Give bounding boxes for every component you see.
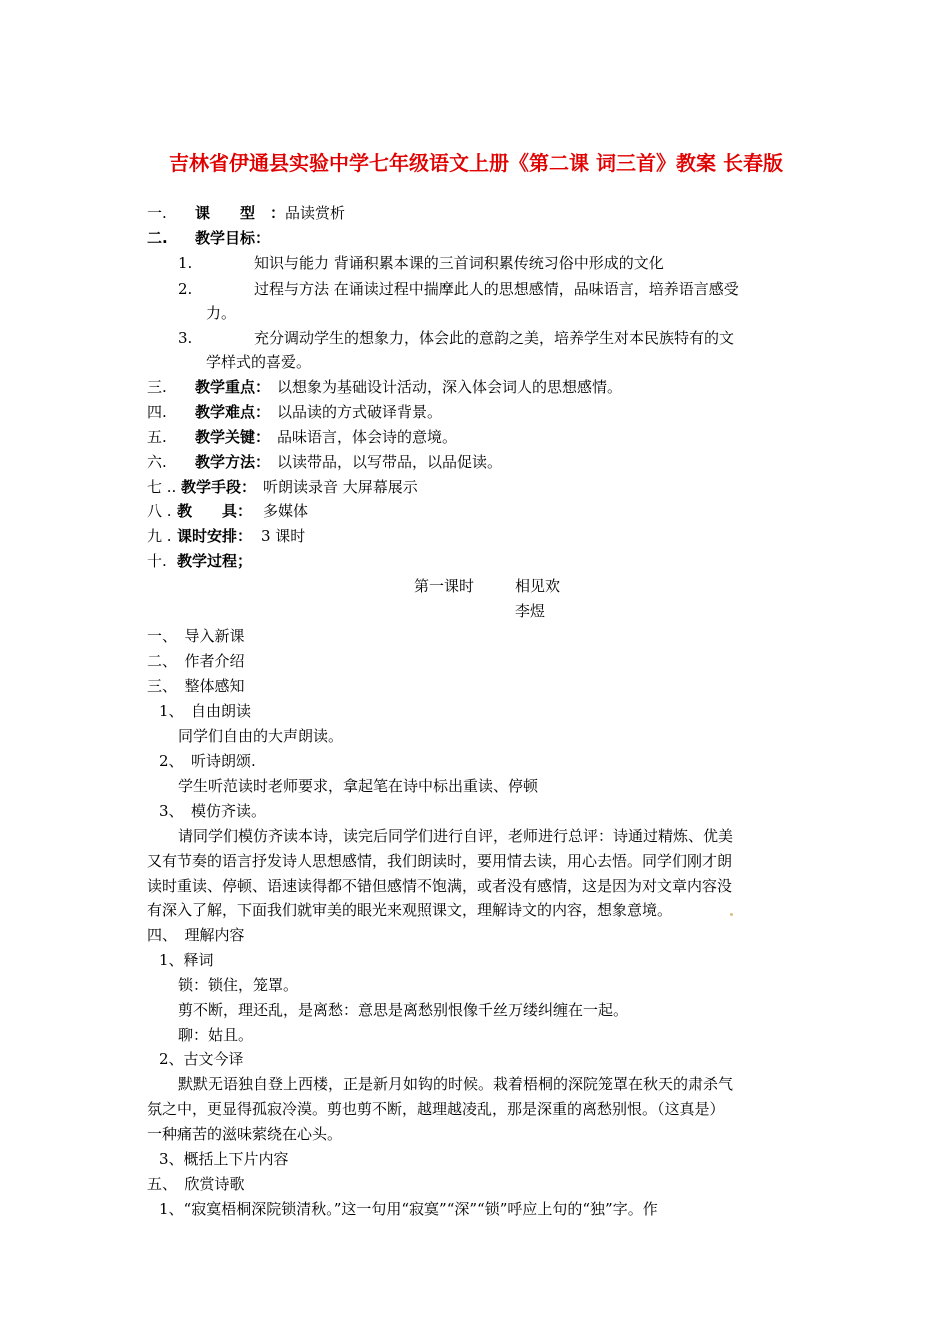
paragraph-text: 聊：姑且。 — [178, 1026, 254, 1044]
item-label: 教 具： — [177, 502, 253, 520]
paragraph-text: 剪不断，理还乱，是离愁：意思是离愁别恨像千丝万缕纠缠在一起。 — [178, 1001, 629, 1019]
goal-number: 3. — [178, 329, 193, 347]
lesson-period: 第一课时 — [414, 577, 475, 595]
item-schedule — [147, 526, 306, 546]
paragraph-line: 一种痛苦的滋味萦绕在心头。 — [147, 1125, 343, 1143]
item-label: 教学难点： — [195, 403, 271, 421]
subsection-listen: 2、 听诗朗颂. — [159, 752, 256, 770]
section-appreciation: 五、 欣赏诗歌 — [147, 1175, 245, 1193]
item-number: 二. — [147, 229, 168, 247]
stray-mark — [730, 913, 733, 916]
item-text: 3 课时 — [261, 527, 306, 545]
goal-text: 充分调动学生的想象力，体会此的意韵之美，培养学生对本民族特有的文 — [254, 329, 735, 347]
paragraph-line: 又有节奏的语言抒发诗人思想感情，我们朗读时，要用情去读，用心去悟。同学们刚才朗 — [147, 852, 733, 870]
item-number: 六. — [147, 453, 167, 471]
goal-text: 知识与能力 背诵积累本课的三首词积累传统习俗中形成的文化 — [254, 254, 664, 272]
item-number: 八 . — [147, 502, 172, 520]
section-perception: 三、 整体感知 — [147, 677, 245, 695]
item-goals — [147, 228, 271, 248]
subsection-free-reading: 1、 自由朗读 — [159, 702, 252, 720]
paragraph-text: 学生听范读时老师要求，拿起笔在诗中标出重读、停顿 — [178, 777, 539, 795]
goal-number: 1. — [178, 254, 193, 272]
goal-number: 2. — [178, 280, 193, 298]
goal-3 — [178, 328, 735, 348]
goal-2-continuation: 力。 — [206, 304, 237, 322]
item-process — [147, 551, 253, 571]
subsection-imitate: 3、 模仿齐读。 — [159, 802, 267, 820]
item-difficulty — [147, 402, 443, 422]
item-text: 以品读的方式破译背景。 — [277, 403, 443, 421]
subsection-words: 1、释词 — [159, 951, 214, 969]
paragraph-line: 读时重读、停顿、语速读得都不错但感情不饱满，或者没有感情，这是因为对文章内容没 — [147, 877, 733, 895]
item-number: 一. — [147, 204, 167, 222]
item-means — [147, 477, 418, 497]
poem-title: 相见欢 — [515, 577, 561, 595]
item-label: 教学关键： — [195, 428, 271, 446]
item-text: 以想象为基础设计活动，深入体会词人的思想感情。 — [277, 378, 623, 396]
section-author: 二、 作者介绍 — [147, 652, 245, 670]
item-text: 多媒体 — [263, 502, 309, 520]
goal-2 — [178, 279, 739, 299]
item-method — [147, 452, 503, 472]
goal-text: 过程与方法 在诵读过程中揣摩此人的思想感情，品味语言，培养语言感受 — [254, 280, 739, 298]
item-label: 课 型 ： — [195, 204, 286, 222]
subsection-translation: 2、古文今译 — [159, 1050, 244, 1068]
item-number: 七 .. — [147, 478, 177, 496]
item-label: 教学重点： — [195, 378, 271, 396]
item-label: 教学手段： — [181, 478, 257, 496]
item-number: 九 . — [147, 527, 172, 545]
item-tools — [147, 501, 309, 521]
paragraph-text: 锁：锁住，笼罩。 — [178, 976, 299, 994]
item-text: 听朗读录音 大屏幕展示 — [263, 478, 418, 496]
poem-author: 李煜 — [515, 602, 546, 620]
item-key-point — [147, 377, 623, 397]
item-text: 品读赏析 — [285, 204, 346, 222]
item-text: 品味语言，体会诗的意境。 — [277, 428, 458, 446]
item-type — [147, 203, 346, 223]
item-label: 教学目标： — [195, 229, 271, 247]
subsection-summary: 3、概括上下片内容 — [159, 1150, 289, 1168]
paragraph-line: 请同学们模仿齐读本诗，读完后同学们进行自评，老师进行总评：诗通过精炼、优美 — [178, 827, 734, 845]
goal-3-continuation: 学样式的喜爱。 — [206, 353, 312, 371]
item-number: 四. — [147, 403, 167, 421]
item-label: 教学方法： — [195, 453, 271, 471]
paragraph-line: 1、“寂寞梧桐深院锁清秋。”这一句用“寂寞”“深”“锁”呼应上句的“独”字。作 — [159, 1200, 658, 1218]
item-label: 课时安排： — [177, 527, 253, 545]
item-number: 五. — [147, 428, 167, 446]
paragraph-text: 同学们自由的大声朗读。 — [178, 727, 344, 745]
section-understanding: 四、 理解内容 — [147, 926, 245, 944]
item-key — [147, 427, 458, 447]
item-text: 以读带品，以写带品，以品促读。 — [277, 453, 503, 471]
paragraph-line: 氛之中，更显得孤寂冷漠。剪也剪不断，越理越凌乱，那是深重的离愁别恨。（这真是） — [147, 1100, 725, 1118]
item-number: 三. — [147, 378, 167, 396]
paragraph-line: 有深入了解，下面我们就审美的眼光来观照课文，理解诗文的内容，想象意境。 — [147, 901, 673, 919]
item-number: 十. — [147, 552, 167, 570]
document-title: 吉林省伊通县实验中学七年级语文上册《第二课 词三首》教案 长春版 — [169, 151, 783, 175]
paragraph-line: 默默无语独自登上西楼，正是新月如钩的时候。栽着梧桐的深院笼罩在秋天的肃杀气 — [178, 1075, 734, 1093]
item-label: 教学过程； — [177, 552, 253, 570]
goal-1 — [178, 253, 664, 273]
section-intro: 一、 导入新课 — [147, 627, 245, 645]
